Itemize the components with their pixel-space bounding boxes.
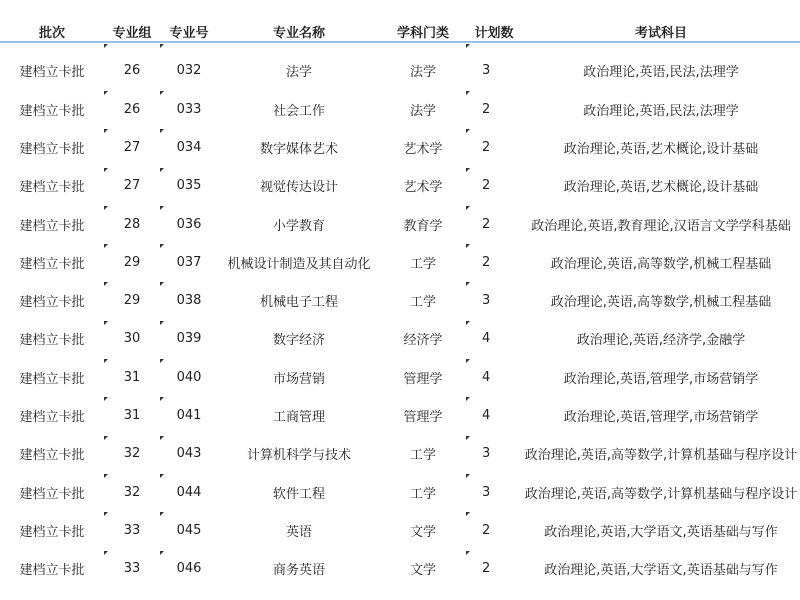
cell-batch[interactable]: 建档立卡批 (19, 371, 85, 387)
cell-category[interactable]: 工学 (409, 295, 436, 311)
cell-plan[interactable]: 4 (466, 320, 522, 358)
table-header-row (0, 0, 800, 42)
cell-plan[interactable]: 2 (466, 90, 522, 128)
cell-exam[interactable]: 政治理论,英语,教育理论,汉语言文学学科基础 (531, 218, 791, 234)
cell-exam[interactable]: 政治理论,英语,民法,法理学 (583, 65, 739, 80)
cell-category[interactable]: 管理学 (403, 371, 443, 387)
header-exam[interactable]: 考试科目 (522, 0, 800, 42)
cell-category[interactable]: 艺术学 (403, 141, 443, 157)
cell-exam[interactable]: 政治理论,英语,高等数学,计算机基础与程序设计 (524, 448, 798, 464)
cell-exam[interactable]: 政治理论,英语,经济学,金融学 (576, 333, 746, 349)
table-row (0, 205, 800, 243)
table-row (0, 42, 800, 90)
cell-category[interactable]: 工学 (409, 448, 436, 464)
table-row (0, 473, 800, 511)
table-row (0, 243, 800, 281)
cell-plan[interactable]: 2 (466, 511, 522, 549)
table-row (0, 550, 800, 588)
cell-batch[interactable]: 建档立卡批 (19, 103, 85, 119)
cell-plan[interactable]: 2 (466, 550, 522, 588)
cell-code[interactable]: 034 (160, 128, 218, 166)
table-body (0, 42, 800, 588)
cell-batch[interactable]: 建档立卡批 (19, 486, 85, 502)
header-code[interactable]: 专业号 (160, 0, 218, 42)
table-row (0, 358, 800, 396)
table-row (0, 320, 800, 358)
cell-group[interactable]: 29 (104, 243, 160, 281)
cell-name[interactable]: 商务英语 (272, 563, 325, 579)
cell-category[interactable]: 经济学 (403, 333, 443, 349)
cell-exam[interactable]: 政治理论,英语,高等数学,计算机基础与程序设计 (524, 486, 798, 502)
cell-name[interactable]: 社会工作 (272, 103, 325, 119)
cell-batch[interactable]: 建档立卡批 (19, 448, 85, 464)
cell-name[interactable]: 数字媒体艺术 (259, 141, 338, 157)
cell-code[interactable]: 037 (160, 243, 218, 281)
cell-category[interactable]: 艺术学 (403, 180, 443, 196)
cell-code[interactable]: 044 (160, 473, 218, 511)
cell-group[interactable]: 26 (104, 42, 160, 90)
cell-code[interactable]: 045 (160, 511, 218, 549)
cell-name[interactable]: 市场营销 (272, 371, 325, 387)
cell-category[interactable]: 教育学 (403, 218, 443, 234)
cell-plan[interactable]: 2 (466, 243, 522, 281)
cell-group[interactable]: 28 (104, 205, 160, 243)
cell-code[interactable]: 040 (160, 358, 218, 396)
header-batch[interactable]: 批次 (0, 0, 104, 42)
cell-group[interactable]: 27 (104, 128, 160, 166)
cell-exam[interactable]: 政治理论,英语,管理学,市场营销学 (563, 410, 759, 426)
table-row (0, 511, 800, 549)
header-group[interactable]: 专业组 (104, 0, 160, 42)
cell-code[interactable]: 038 (160, 281, 218, 319)
cell-exam[interactable]: 政治理论,英语,管理学,市场营销学 (563, 371, 759, 387)
cell-category[interactable]: 法学 (409, 103, 436, 119)
cell-exam[interactable]: 政治理论,英语,大学语文,英语基础与写作 (544, 524, 778, 540)
cell-batch[interactable]: 建档立卡批 (19, 295, 85, 311)
cell-category[interactable]: 工学 (409, 256, 436, 272)
cell-name[interactable]: 软件工程 (272, 486, 325, 502)
cell-category[interactable]: 文学 (409, 563, 436, 579)
cell-name[interactable]: 英语 (285, 524, 312, 540)
cell-code[interactable]: 036 (160, 205, 218, 243)
table-row (0, 167, 800, 205)
cell-group[interactable]: 26 (104, 90, 160, 128)
cell-batch[interactable]: 建档立卡批 (19, 333, 85, 349)
cell-code[interactable]: 035 (160, 167, 218, 205)
cell-group[interactable]: 31 (104, 396, 160, 434)
cell-code[interactable]: 041 (160, 396, 218, 434)
cell-group[interactable]: 33 (104, 550, 160, 588)
cell-exam[interactable]: 政治理论,英语,高等数学,机械工程基础 (550, 256, 772, 272)
cell-group[interactable]: 32 (104, 473, 160, 511)
cell-plan[interactable]: 2 (466, 128, 522, 166)
cell-batch[interactable]: 建档立卡批 (19, 256, 85, 272)
cell-plan[interactable]: 3 (466, 435, 522, 473)
cell-category[interactable]: 管理学 (403, 410, 443, 426)
cell-plan[interactable]: 4 (466, 358, 522, 396)
table-row (0, 90, 800, 128)
cell-plan[interactable]: 3 (466, 42, 522, 90)
cell-plan[interactable]: 3 (466, 473, 522, 511)
cell-exam[interactable]: 政治理论,英语,大学语文,英语基础与写作 (544, 563, 778, 579)
cell-group[interactable]: 27 (104, 167, 160, 205)
cell-code[interactable]: 032 (160, 42, 218, 90)
cell-plan[interactable]: 3 (466, 281, 522, 319)
cell-plan[interactable]: 2 (466, 205, 522, 243)
cell-exam[interactable]: 政治理论,英语,民法,法理学 (583, 103, 739, 119)
table-row (0, 128, 800, 166)
cell-batch[interactable]: 建档立卡批 (19, 218, 85, 234)
cell-batch[interactable]: 建档立卡批 (19, 65, 85, 80)
cell-group[interactable]: 31 (104, 358, 160, 396)
cell-batch[interactable]: 建档立卡批 (19, 410, 85, 426)
cell-group[interactable]: 30 (104, 320, 160, 358)
cell-exam[interactable]: 政治理论,英语,高等数学,机械工程基础 (550, 295, 772, 311)
table-row (0, 435, 800, 473)
cell-name[interactable]: 小学教育 (272, 218, 325, 234)
cell-name[interactable]: 计算机科学与技术 (246, 448, 351, 464)
cell-name[interactable]: 法学 (285, 65, 312, 80)
cell-batch[interactable]: 建档立卡批 (19, 180, 85, 196)
cell-name[interactable]: 机械电子工程 (259, 295, 338, 311)
cell-code[interactable]: 039 (160, 320, 218, 358)
cell-group[interactable]: 29 (104, 281, 160, 319)
cell-plan[interactable]: 2 (466, 167, 522, 205)
cell-batch[interactable]: 建档立卡批 (19, 524, 85, 540)
cell-category[interactable]: 法学 (409, 65, 436, 80)
cell-code[interactable]: 043 (160, 435, 218, 473)
cell-plan[interactable]: 4 (466, 396, 522, 434)
cell-code[interactable]: 033 (160, 90, 218, 128)
header-name[interactable]: 专业名称 (218, 0, 380, 42)
cell-category[interactable]: 文学 (409, 524, 436, 540)
cell-exam[interactable]: 政治理论,英语,艺术概论,设计基础 (563, 141, 759, 157)
cell-name[interactable]: 数字经济 (272, 333, 325, 349)
table-row (0, 396, 800, 434)
cell-group[interactable]: 32 (104, 435, 160, 473)
cell-name[interactable]: 工商管理 (272, 410, 325, 426)
header-plan[interactable]: 计划数 (466, 0, 522, 42)
cell-batch[interactable]: 建档立卡批 (19, 141, 85, 157)
cell-name[interactable]: 机械设计制造及其自动化 (227, 256, 371, 272)
cell-category[interactable]: 工学 (409, 486, 436, 502)
table-row (0, 281, 800, 319)
cell-batch[interactable]: 建档立卡批 (19, 563, 85, 579)
cell-code[interactable]: 046 (160, 550, 218, 588)
cell-exam[interactable]: 政治理论,英语,艺术概论,设计基础 (563, 180, 759, 196)
header-category[interactable]: 学科门类 (380, 0, 466, 42)
cell-name[interactable]: 视觉传达设计 (259, 180, 338, 196)
cell-group[interactable]: 33 (104, 511, 160, 549)
